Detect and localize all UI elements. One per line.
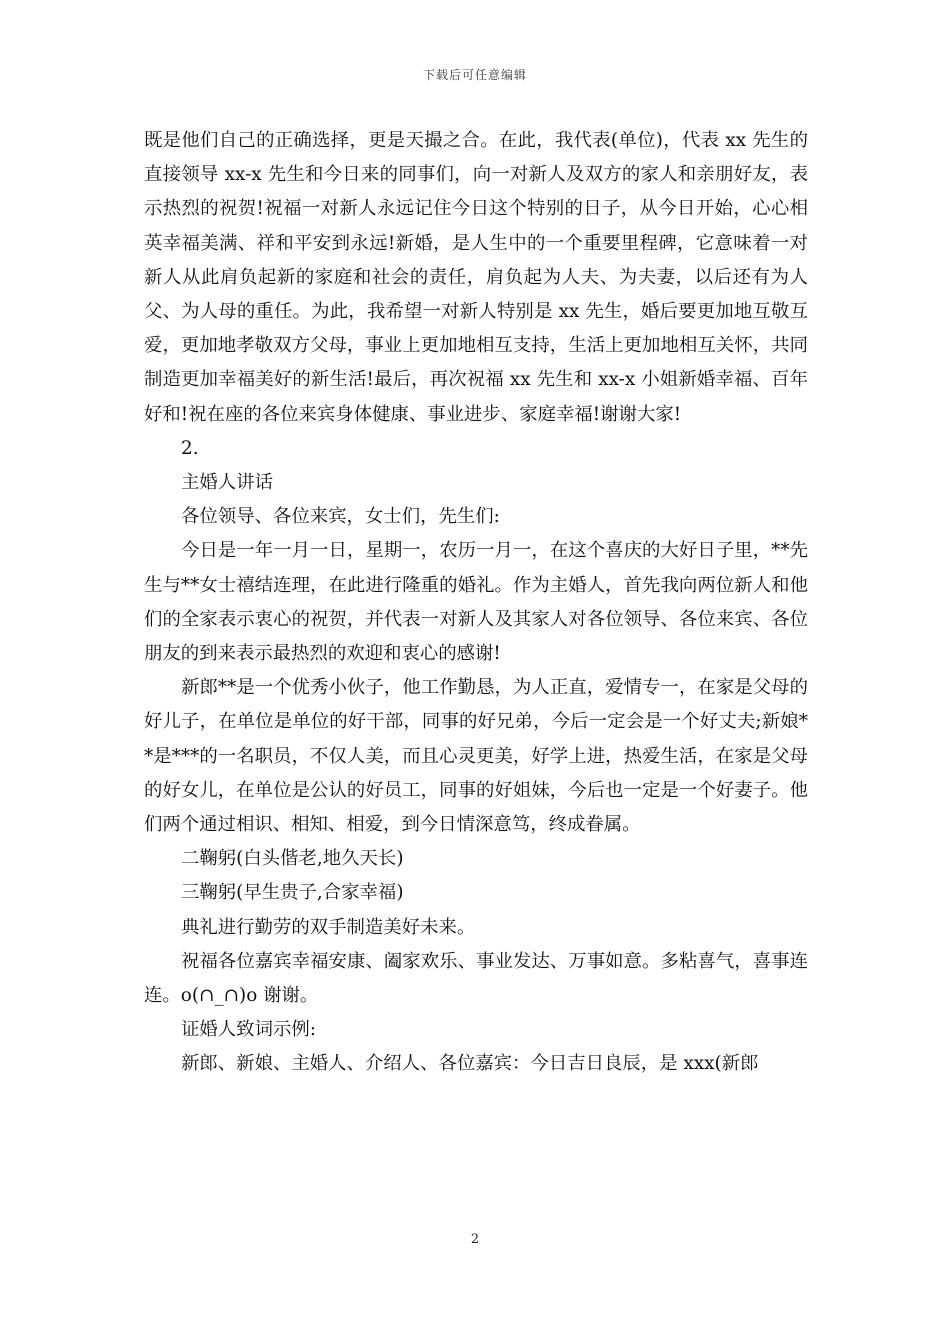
page-number: 2	[470, 1232, 480, 1247]
section-number: 2.	[181, 437, 199, 459]
witness-speech-heading: 证婚人致词示例:	[181, 1019, 316, 1041]
paragraph-couple-intro: 新郎**是一个优秀小伙子，他工作勤恳，为人正直，爱情专一，在家是父母的好儿子，在单位是单位的好干部，同事的好兄弟，今后一定会是一个好丈夫;新娘**是***的一名职员，不仅人美，而且心灵更美，好学上进，热爱生活，在家是父母的好女儿，在单位是公认的好员工，同事的好姐妹，今后也一定是一个好妻子。他们两个通过相识、相知、相爱，到今日情深意笃，终成眷属。	[144, 677, 808, 836]
paragraph-blessing: 祝福各位嘉宾幸福安康、阖家欢乐、事业发达、万事如意。多粘喜气，喜事连连。o(∩_∩)o 谢谢。	[144, 950, 808, 1007]
paragraph-continued-speech: 既是他们自己的正确选择，更是天撮之合。在此，我代表(单位)，代表 xx 先生的直接领导 xx-x 先生和今日来的同事们，向一对新人及双方的家人和亲朋好友，表示热烈的祝贺!祝福一对新人永远记住今日这个特别的日子，从今日开始，心心相英幸福美满、祥和平安到永远!新婚，是人生中的一个重要里程碑，它意味着一对新人从此肩负起新的家庭和社会的责任，肩负起为人夫、为夫妻，以后还有为人父、为人母的重任。为此，我希望一对新人特别是 xx 先生，婚后要更加地互敬互爱，更加地孝敬双方父母，事业上更加地相互支持，生活上更加地相互关怀，共同制造更加幸福美好的新生活!最后，再次祝福 xx 先生和 xx-x 小姐新婚幸福、百年好和!祝在座的各位来宾身体健康、事业进步、家庭幸福!谢谢大家!	[144, 130, 808, 425]
bow-line-3: 三鞠躬(早生贵子,合家幸福)	[181, 882, 404, 904]
ceremony-line: 典礼进行勤劳的双手制造美好未来。	[181, 916, 476, 938]
salutation: 各位领导、各位来宾，女士们，先生们:	[181, 506, 500, 528]
document-body	[144, 124, 808, 1082]
section-heading: 主婚人讲话	[181, 472, 273, 494]
page-header: 下载后可任意编辑	[422, 68, 527, 82]
paragraph-opening: 今日是一年一月一日，星期一，农历一月一，在这个喜庆的大好日子里，**先生与**女士禧结连理，在此进行隆重的婚礼。作为主婚人，首先我向两位新人和他们的全家表示衷心的祝贺，并代表一对新人及其家人对各位领导、各位来宾、各位朋友的到来表示最热烈的欢迎和衷心的感谢!	[144, 540, 808, 665]
bow-line-2: 二鞠躬(白头偕老,地久天长)	[181, 848, 404, 870]
paragraph-witness-opening: 新郎、新娘、主婚人、介绍人、各位嘉宾：今日吉日良辰，是 xxx(新郎	[181, 1053, 759, 1075]
